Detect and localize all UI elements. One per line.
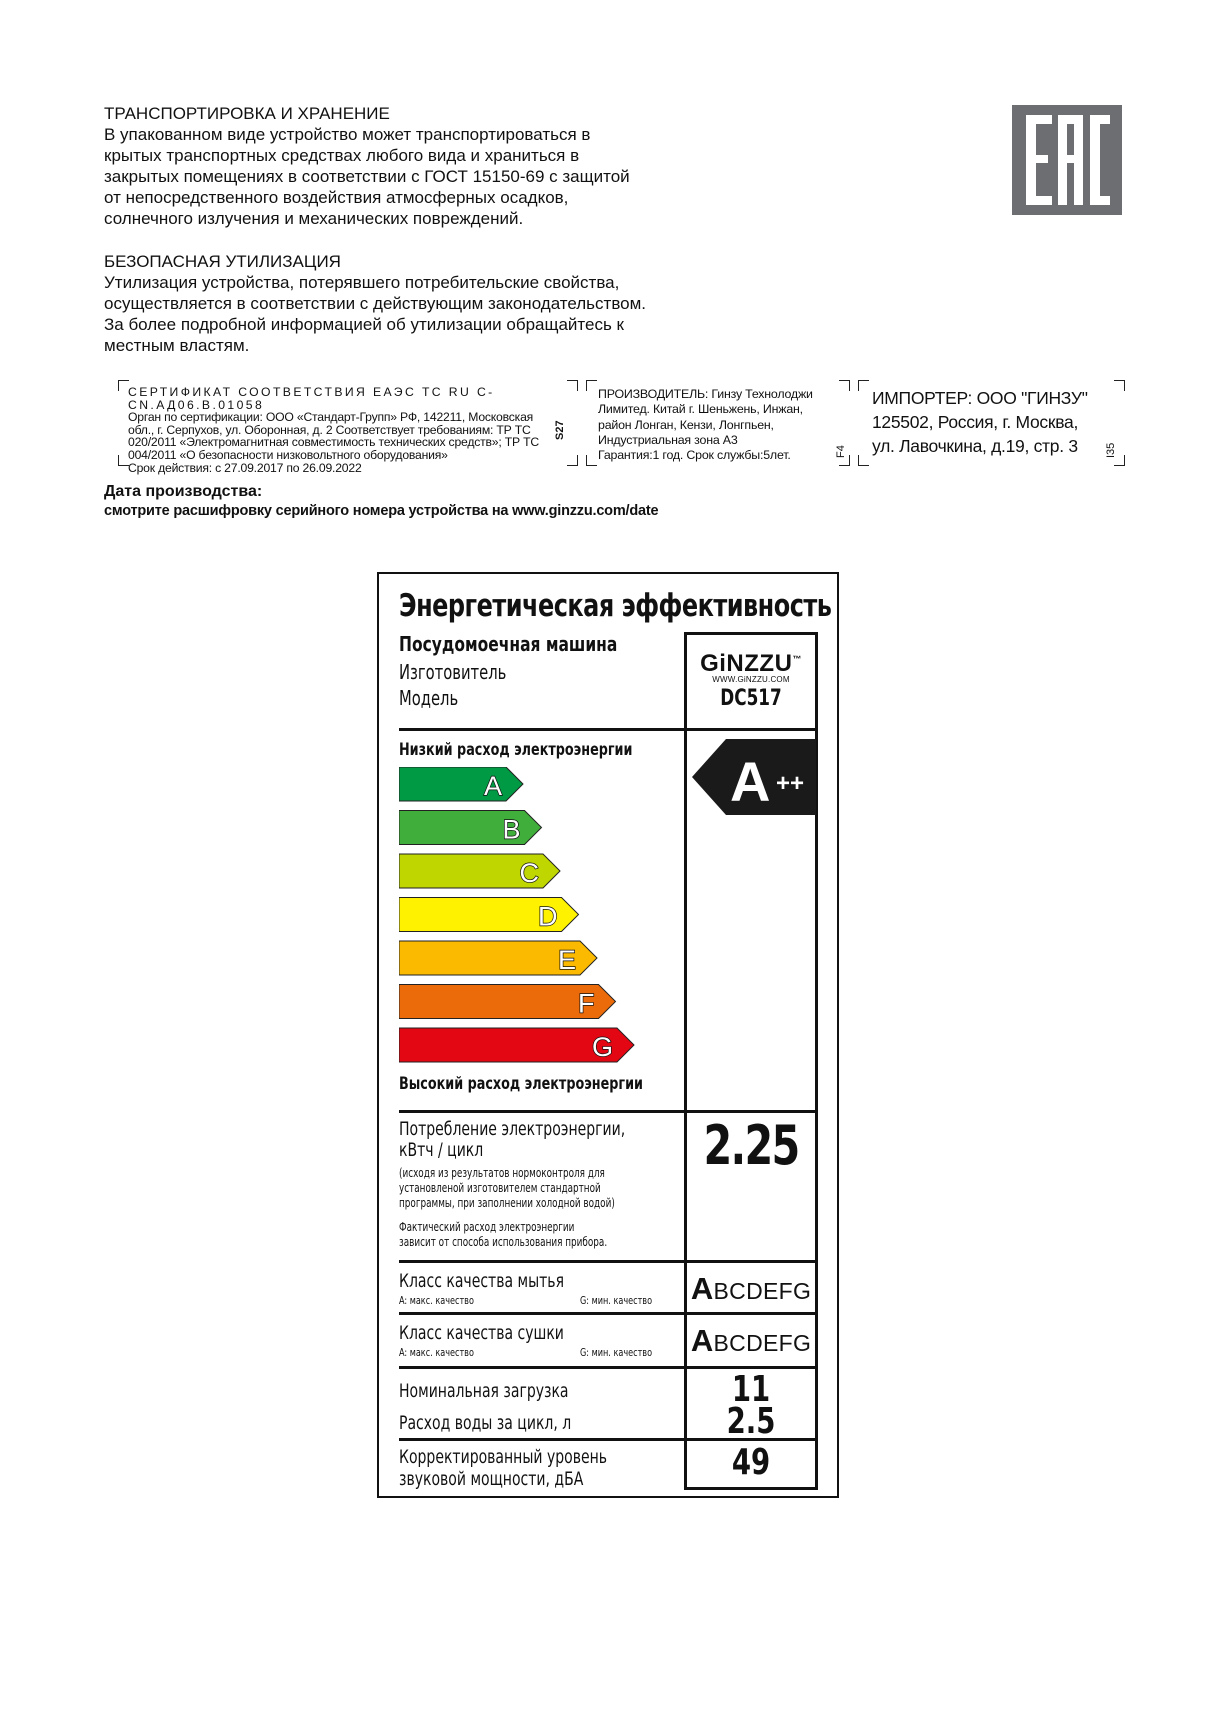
- low-consumption-label: Низкий расход электроэнергии: [399, 740, 633, 759]
- energy-class-letter: C: [519, 858, 539, 888]
- energy-class-letter: F: [578, 988, 595, 1019]
- certificate-code: S27: [554, 420, 566, 440]
- model-label: Модель: [399, 686, 459, 710]
- transport-line: закрытых помещениях в соответствии с ГОСТ 15150-69 с защитой: [104, 167, 630, 186]
- disposal-title: БЕЗОПАСНАЯ УТИЛИЗАЦИЯ: [104, 252, 341, 271]
- energy-class-letter: G: [591, 1032, 613, 1062]
- brand-tm: ™: [792, 654, 802, 664]
- transport-section: [104, 103, 724, 229]
- importer-box: [858, 380, 1125, 466]
- energy-label-title: Энергетическая эффективность: [399, 588, 832, 624]
- consumption-title: [399, 1119, 625, 1161]
- noise-value: 49: [731, 1442, 771, 1483]
- disposal-line: Утилизация устройства, потерявшего потребительские свойства,: [104, 273, 620, 292]
- consumption-note: [399, 1166, 615, 1211]
- washing-max-note: G: мин. качество: [580, 1294, 653, 1307]
- energy-class-letter: E: [557, 945, 576, 975]
- consumption-note-2: [399, 1220, 607, 1250]
- drying-max-note: G: мин. качество: [580, 1346, 653, 1359]
- disposal-section: [104, 251, 724, 356]
- manufacturer-line: ПРОИЗВОДИТЕЛЬ: Гинзу Технолоджи: [598, 387, 813, 401]
- consumption-note-line: (исходя из результатов нормоконтроля для: [399, 1166, 605, 1180]
- rating-suffix: ++: [776, 770, 805, 797]
- certificate-line: обл., г. Серпухов, ул. Оборонная, д. 2 Соответствует требованиям: ТР ТС: [128, 422, 531, 437]
- certificate-line: Орган по сертификации: ООО «Стандарт-Групп» РФ, 142211, Московская: [128, 410, 534, 425]
- washing-class: [684, 1271, 818, 1307]
- disposal-line: осуществляется в соответствии с действующим законодательством.: [104, 294, 647, 313]
- divider: [399, 728, 818, 731]
- drying-class-rest: BCDEFG: [713, 1330, 812, 1356]
- drying-class-first: A: [690, 1323, 714, 1358]
- washing-min-note: A: макс. качество: [399, 1294, 474, 1307]
- noise-title-line: звуковой мощности, дБА: [399, 1468, 584, 1490]
- divider: [399, 1110, 818, 1113]
- washing-class-first: A: [690, 1271, 714, 1306]
- energy-class-letter: D: [538, 901, 558, 932]
- manufacturer-line: Лимитед. Китай г. Шеньжень, Инжан,: [598, 402, 803, 417]
- manufacturer-box: [586, 380, 850, 466]
- brand-url: WWW.GiNZZU.COM: [712, 675, 790, 684]
- energy-class-bar: [399, 767, 523, 801]
- consumption-note-line: зависит от способа использования прибора.: [399, 1235, 608, 1249]
- manufacturer-code: F4: [835, 445, 847, 458]
- divider: [399, 1260, 818, 1263]
- consumption-title-line: кВтч / цикл: [399, 1139, 484, 1161]
- certificate-line: 020/2011 «Электромагнитная совместимость технических средств»; ТР ТС: [128, 435, 539, 450]
- energy-label: [377, 572, 839, 1498]
- capacity-title: Номинальная загрузка: [399, 1380, 569, 1402]
- device-type: Посудомоечная машина: [399, 632, 618, 656]
- energy-class-letter: A: [483, 771, 502, 801]
- importer-line: ИМПОРТЕР: ООО "ГИНЗУ": [872, 388, 1088, 408]
- drying-class: [684, 1323, 818, 1359]
- washing-class-rest: BCDEFG: [713, 1278, 812, 1304]
- consumption-note-line: установленой изготовителем стандартной: [399, 1181, 601, 1195]
- washing-title: Класс качества мытья: [399, 1270, 564, 1292]
- consumption-value: 2.25: [703, 1114, 799, 1177]
- transport-line: крытых транспортных средствах любого вида и храниться в: [104, 146, 580, 165]
- energy-class-scale: [399, 767, 669, 1072]
- certificate-line: СЕРТИФИКАТ СООТВЕТСТВИЯ ЕАЭС ТС RU С-CN.АД06.В.01058: [128, 385, 495, 412]
- consumption-title-line: Потребление электроэнергии,: [399, 1118, 626, 1140]
- divider: [399, 1312, 818, 1315]
- transport-line: от непосредственного воздействия атмосферных осадков,: [104, 188, 569, 207]
- certificate-box: [118, 380, 578, 475]
- importer-line: ул. Лавочкина, д.19, стр. 3: [872, 436, 1078, 456]
- disposal-line: местным властям.: [104, 336, 250, 355]
- noise-title-line: Корректированный уровень: [399, 1446, 608, 1468]
- drying-min-note: A: макс. качество: [399, 1346, 474, 1359]
- high-consumption-label: Высокий расход электроэнергии: [399, 1074, 643, 1093]
- energy-class-arrow-e: [399, 941, 597, 975]
- transport-title: ТРАНСПОРТИРОВКА И ХРАНЕНИЕ: [104, 104, 390, 123]
- certificate-line: 004/2011 «О безопасности низковольтного оборудования»: [128, 447, 448, 462]
- disposal-line: За более подробной информацией об утилизации обращайтесь к: [104, 315, 624, 334]
- water-value: 2.5: [726, 1401, 776, 1442]
- capacity-value: 11: [731, 1369, 771, 1410]
- energy-class-arrow-d: [399, 898, 579, 932]
- water-title: Расход воды за цикл, л: [399, 1412, 572, 1434]
- brand-name: GiNZZU: [700, 650, 793, 677]
- energy-rating-arrow: [692, 739, 816, 815]
- energy-class-arrow-b: [399, 811, 542, 845]
- energy-class-arrow-c: [399, 854, 560, 888]
- consumption-note-line: программы, при заполнении холодной водой): [399, 1196, 615, 1210]
- drying-title: Класс качества сушки: [399, 1322, 564, 1344]
- consumption-note-line: Фактический расход электроэнергии: [399, 1220, 575, 1234]
- rating-letter: A: [730, 750, 771, 813]
- eac-mark-icon: [1012, 105, 1122, 215]
- noise-title: [399, 1446, 607, 1490]
- energy-class-arrow-f: [399, 985, 616, 1019]
- production-date-title: Дата производства:: [104, 483, 263, 500]
- energy-class-arrow-g: [399, 1028, 634, 1062]
- certificate-line: Срок действия: с 27.09.2017 по 26.09.2022: [128, 460, 362, 475]
- manufacturer-line: Гарантия:1 год. Срок службы:5лет.: [598, 448, 791, 463]
- production-date-text: смотрите расшифровку серийного номера устройства на www.ginzzu.com/date: [104, 503, 659, 519]
- energy-class-letter: B: [502, 814, 521, 845]
- energy-class-arrow-a: [399, 767, 523, 801]
- manufacturer-label: Изготовитель: [399, 660, 507, 684]
- manufacturer-line: район Лонган, Кензи, Лонгпьен,: [598, 417, 774, 432]
- transport-line: солнечного излучения и механических повреждений.: [104, 209, 524, 228]
- brand-logo: [697, 650, 805, 678]
- model-value: DC517: [720, 686, 782, 711]
- manufacturer-line: Индустриальная зона А3: [598, 432, 738, 447]
- importer-code: I35: [1105, 442, 1117, 458]
- importer-line: 125502, Россия, г. Москва,: [872, 412, 1079, 432]
- transport-line: В упакованном виде устройство может транспортироваться в: [104, 125, 591, 144]
